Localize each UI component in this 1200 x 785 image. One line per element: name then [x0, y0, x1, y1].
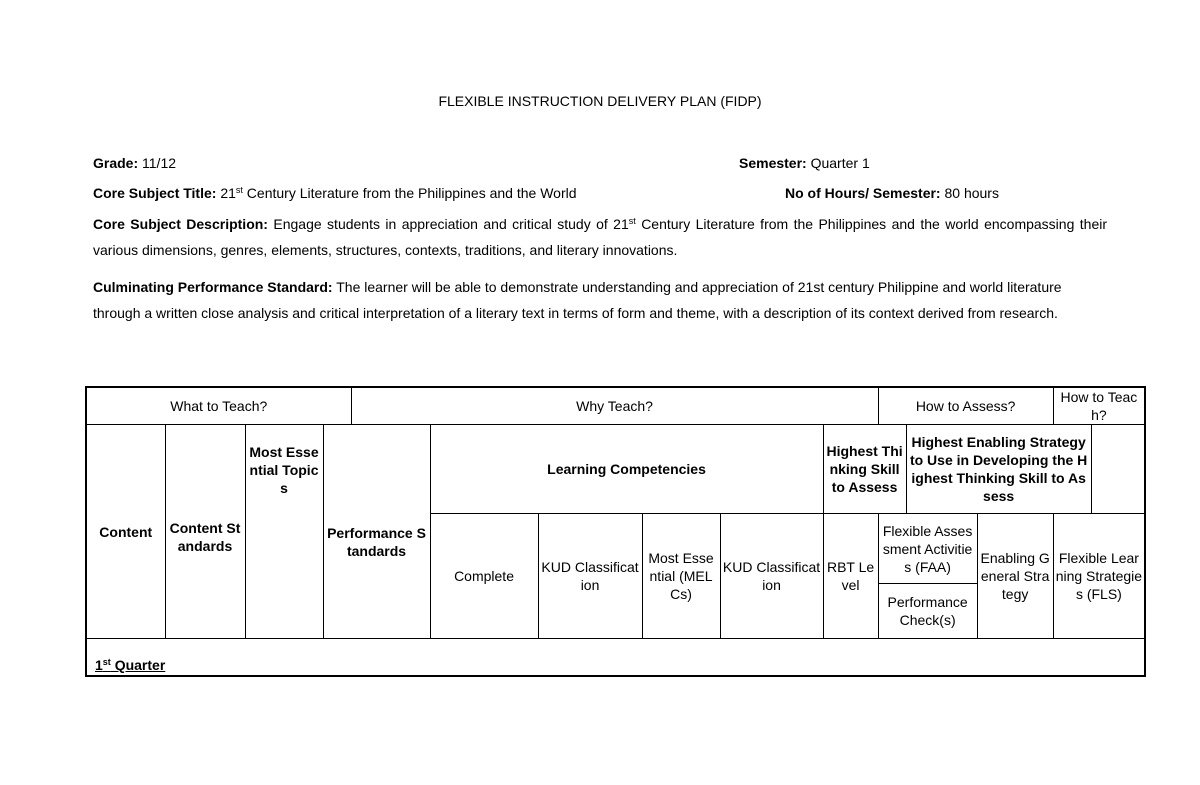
most-essential-melcs-header: Most Essential (MELCs) [642, 514, 720, 639]
core-subject-description-text-sup: st [628, 216, 636, 226]
culminating-performance-standard [93, 274, 1103, 326]
performance-standards-header: Performance Standards [323, 425, 430, 639]
highest-enabling-strategy-header: Highest Enabling Strategy to Use in Developing the Highest Thinking Skill to Assess [906, 425, 1091, 514]
hours-value: 80 hours [940, 185, 999, 201]
how-to-teach-header: How to Teach? [1053, 387, 1145, 425]
hours-label: No of Hours/ Semester: [785, 185, 941, 201]
quarter-text: Quarter [110, 656, 166, 673]
content-header: Content [86, 425, 165, 639]
semester-line [739, 154, 870, 172]
grade-value: 11/12 [138, 155, 177, 171]
column-header-row [86, 425, 1145, 514]
group-header-row [86, 387, 1145, 425]
core-subject-title-value-suffix: Century Literature from the Philippines and the World [242, 185, 577, 201]
culminating-standard-text: The learner will be able to demonstrate understanding and appreciation of 21st century Philippine and world literature through a written close analysis and critical interpretation of a literary text in terms of form and theme, with a description of its context derived from research. [93, 279, 1062, 321]
culminating-standard-label: Culminating Performance Standard: [93, 279, 333, 295]
fidp-table [85, 386, 1146, 677]
quarter-sup: st [102, 656, 111, 667]
performance-checks-header: Performance Check(s) [878, 584, 977, 639]
core-subject-description [93, 211, 1107, 263]
semester-label: Semester: [739, 155, 807, 171]
faa-header: Flexible Assessment Activities (FAA) [878, 514, 977, 584]
core-subject-title-line [93, 184, 577, 202]
enabling-general-strategy-header: Enabling General Strategy [977, 514, 1053, 639]
quarter-row [86, 639, 1145, 676]
hours-line [785, 184, 999, 202]
core-subject-description-text-prefix: Engage students in appreciation and critical study of 21 [267, 216, 629, 232]
rbt-level-header: RBT Level [823, 514, 878, 639]
content-standards-header: Content Standards [165, 425, 245, 639]
kud-classification-header-2: KUD Classification [720, 514, 823, 639]
what-to-teach-header: What to Teach? [86, 387, 351, 425]
core-subject-description-text-suffix: Century Literature from the Philippines and the world encompassing their various dimensions, genres, elements, structures, contexts, traditions, and literary innovations. [93, 216, 1108, 258]
highest-thinking-skill-header: Highest Thinking Skill to Assess [823, 425, 906, 514]
complete-header: Complete [430, 514, 538, 639]
core-subject-description-label: Core Subject Description: [93, 216, 268, 232]
grade-line [93, 154, 176, 172]
most-essential-topics-header: Most Essential Topics [245, 425, 323, 639]
why-teach-header: Why Teach? [351, 387, 878, 425]
kud-classification-header-1: KUD Classification [538, 514, 642, 639]
semester-value: Quarter 1 [806, 155, 870, 171]
grade-label: Grade: [93, 155, 139, 171]
quarter-label [86, 639, 1145, 676]
learning-competencies-header: Learning Competencies [430, 425, 823, 514]
core-subject-title-value-sup: st [235, 185, 243, 195]
quarter-number: 1 [95, 656, 103, 673]
how-to-assess-header: How to Assess? [878, 387, 1053, 425]
fls-header: Flexible Learning Strategies (FLS) [1053, 514, 1145, 639]
core-subject-title-value-prefix: 21 [216, 185, 236, 201]
document-title: FLEXIBLE INSTRUCTION DELIVERY PLAN (FIDP) [438, 93, 762, 109]
core-subject-title-label: Core Subject Title: [93, 185, 217, 201]
